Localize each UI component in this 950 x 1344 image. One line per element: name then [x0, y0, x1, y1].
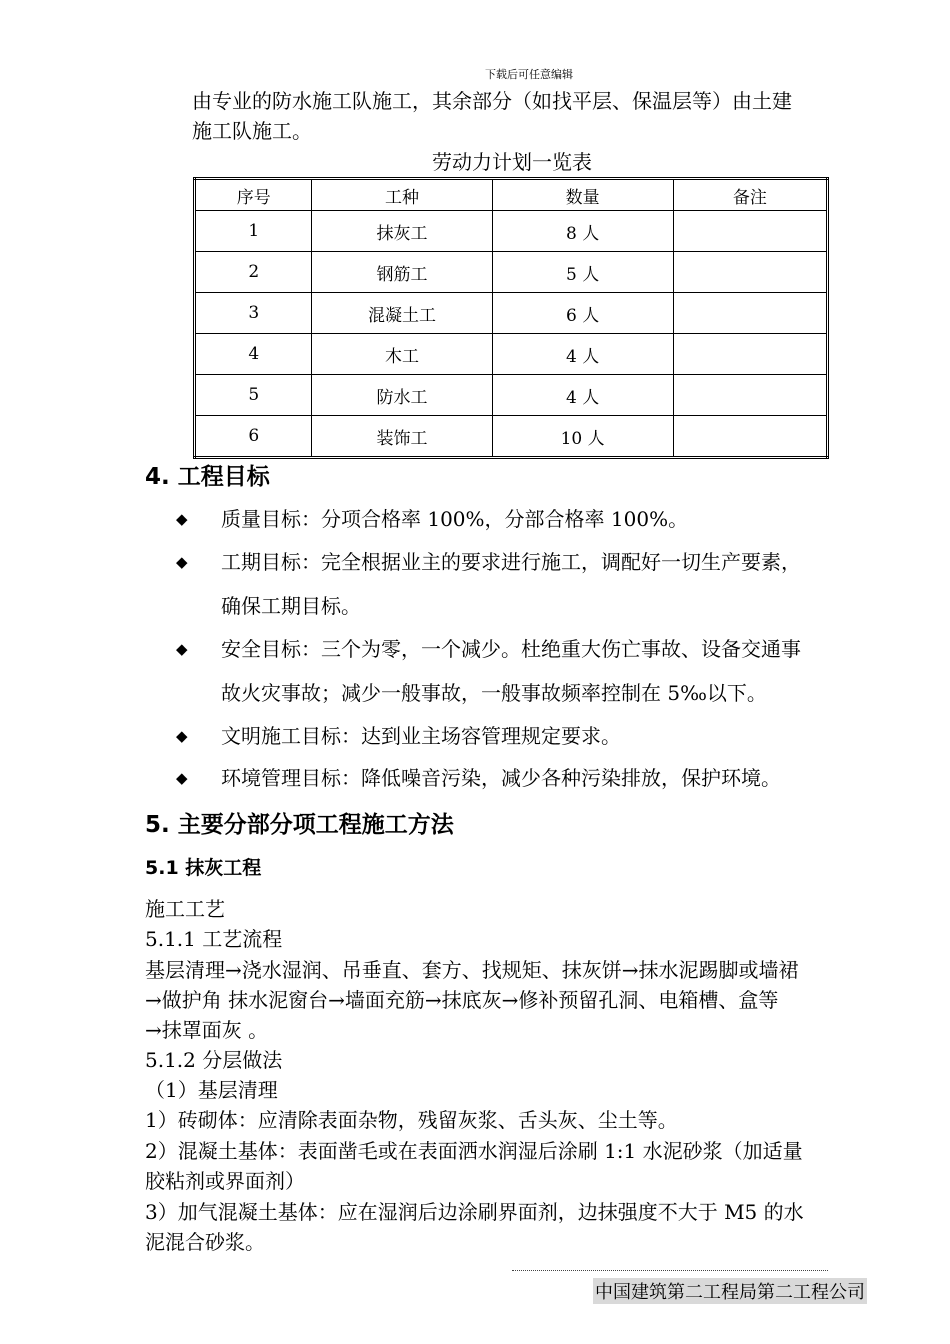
column-header-index: 序号 — [195, 179, 312, 211]
goal-text: 工期目标：完全根据业主的要求进行施工，调配好一切生产要素， — [221, 550, 801, 574]
body-line: 5.1.1 工艺流程 — [145, 927, 283, 951]
table-row — [195, 293, 828, 334]
diamond-bullet-icon: ◆ — [176, 727, 188, 745]
goal-text: 环境管理目标：降低噪音污染，减少各种污染排放，保护环境。 — [221, 766, 781, 790]
cell-trade: 混凝土工 — [312, 293, 492, 334]
goal-text: 安全目标：三个为零，一个减少。杜绝重大伤亡事故、设备交通事 — [221, 637, 801, 661]
body-line: 施工工艺 — [145, 897, 225, 921]
footer-divider — [512, 1270, 828, 1271]
column-header-remarks: 备注 — [673, 179, 827, 211]
cell-index: 1 — [195, 211, 312, 252]
table-header-row — [195, 179, 828, 211]
labor-plan-table — [193, 177, 829, 459]
cell-quantity: 8 人 — [492, 211, 673, 252]
intro-line-2: 施工队施工。 — [192, 119, 312, 143]
cell-trade: 木工 — [312, 334, 492, 375]
section-5-1-heading: 5.1 抹灰工程 — [145, 857, 262, 879]
body-line: →抹罩面灰 。 — [145, 1018, 269, 1042]
cell-remarks — [673, 211, 827, 252]
goal-item-schedule — [176, 540, 886, 628]
cell-remarks — [673, 334, 827, 375]
cell-remarks — [673, 416, 827, 458]
body-line: 2）混凝土基体：表面凿毛或在表面洒水润湿后涂刷 1:1 水泥砂浆（加适量 — [145, 1139, 803, 1163]
goal-item-civilized — [176, 714, 886, 758]
cell-index: 3 — [195, 293, 312, 334]
cell-index: 4 — [195, 334, 312, 375]
cell-quantity: 5 人 — [492, 252, 673, 293]
cell-trade: 防水工 — [312, 375, 492, 416]
diamond-bullet-icon: ◆ — [176, 640, 188, 658]
goal-text-continued: 故火灾事故；减少一般事故，一般事故频率控制在 5‰以下。 — [221, 681, 767, 705]
section-5-heading: 5. 主要分部分项工程施工方法 — [145, 812, 454, 838]
body-line: 1）砖砌体：应清除表面杂物，残留灰浆、舌头灰、尘土等。 — [145, 1108, 678, 1132]
intro-line-1: 由专业的防水施工队施工，其余部分（如找平层、保温层等）由土建 — [192, 89, 792, 113]
cell-remarks — [673, 252, 827, 293]
cell-trade: 抹灰工 — [312, 211, 492, 252]
header-note: 下载后可任意编辑 — [485, 68, 573, 81]
body-line: 3）加气混凝土基体：应在湿润后边涂刷界面剂，边抹强度不大于 M5 的水 — [145, 1200, 804, 1224]
body-line: 胶粘剂或界面剂） — [145, 1169, 305, 1193]
body-line: （1）基层清理 — [145, 1078, 278, 1102]
cell-quantity: 6 人 — [492, 293, 673, 334]
cell-remarks — [673, 293, 827, 334]
goal-text: 文明施工目标：达到业主场容管理规定要求。 — [221, 724, 621, 748]
table-row — [195, 252, 828, 293]
body-line: →做护角 抹水泥窗台→墙面充筋→抹底灰→修补预留孔洞、电箱槽、盒等 — [145, 988, 779, 1012]
cell-index: 2 — [195, 252, 312, 293]
goal-item-safety — [176, 627, 886, 715]
goal-text: 质量目标：分项合格率 100%，分部合格率 100%。 — [221, 507, 689, 531]
table-caption: 劳动力计划一览表 — [432, 150, 592, 174]
body-line: 泥混合砂浆。 — [145, 1230, 265, 1254]
section-4-heading: 4. 工程目标 — [145, 464, 270, 490]
diamond-bullet-icon: ◆ — [176, 553, 188, 571]
cell-index: 5 — [195, 375, 312, 416]
cell-quantity: 4 人 — [492, 334, 673, 375]
cell-trade: 钢筋工 — [312, 252, 492, 293]
column-header-trade: 工种 — [312, 179, 492, 211]
cell-remarks — [673, 375, 827, 416]
table-row — [195, 375, 828, 416]
cell-quantity: 10 人 — [492, 416, 673, 458]
diamond-bullet-icon: ◆ — [176, 769, 188, 787]
diamond-bullet-icon: ◆ — [176, 510, 188, 528]
cell-quantity: 4 人 — [492, 375, 673, 416]
footer-company: 中国建筑第二工程局第二工程公司 — [593, 1278, 867, 1304]
goal-item-environment — [176, 756, 886, 800]
cell-trade: 装饰工 — [312, 416, 492, 458]
cell-index: 6 — [195, 416, 312, 458]
column-header-quantity: 数量 — [492, 179, 673, 211]
table-row — [195, 334, 828, 375]
body-line: 基层清理→浇水湿润、吊垂直、套方、找规矩、抹灰饼→抹水泥踢脚或墙裙 — [145, 958, 799, 982]
body-line: 5.1.2 分层做法 — [145, 1048, 283, 1072]
goal-item-quality — [176, 497, 886, 541]
table-row — [195, 211, 828, 252]
table-row — [195, 416, 828, 458]
goal-text-continued: 确保工期目标。 — [221, 594, 361, 618]
